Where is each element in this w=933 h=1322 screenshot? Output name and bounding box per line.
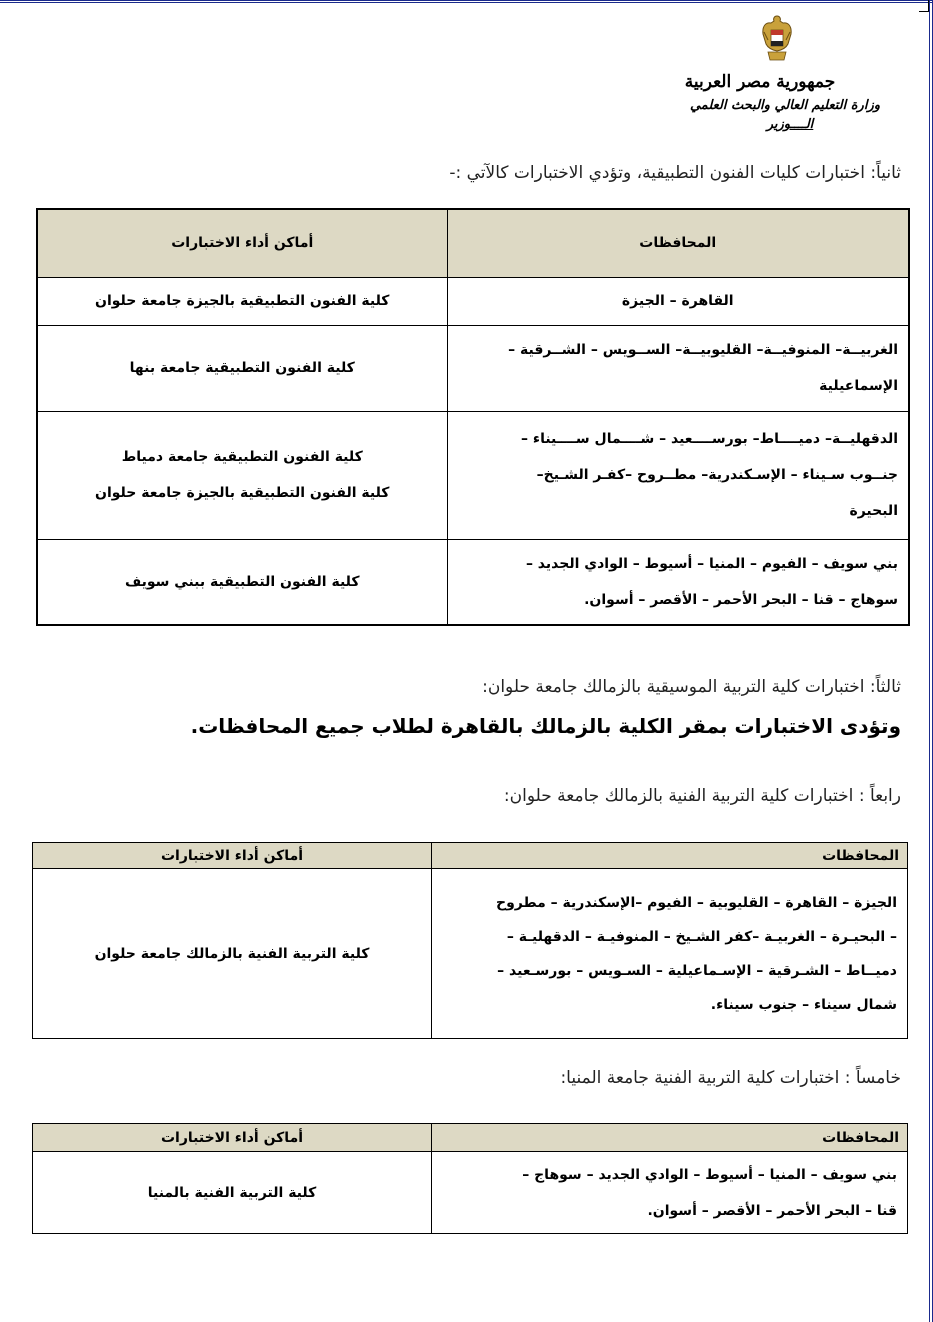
place-cell — [37, 277, 447, 325]
ministry-name: وزارة التعليم العالي والبحث العلمي — [689, 98, 881, 113]
place-line: كلية الفنون التطبيقية ببني سويف — [124, 573, 360, 590]
table-row — [33, 869, 908, 1039]
section2-heading: ثانياً: اختبارات كليات الفنون التطبيقية، وتؤدي الاختبارات كالآتي :- — [449, 163, 901, 183]
table-row — [37, 539, 909, 625]
place-cell: كلية التربية الفنية بالزمالك جامعة حلوان — [33, 869, 432, 1039]
corner-mark — [919, 0, 929, 12]
gov-line: بني سويف – المنيا – أسيوط – الوادي الجديد – سوهاج – — [522, 1166, 897, 1183]
place-line: كلية الفنون التطبيقية جامعة دمياط — [121, 449, 363, 465]
gov-line: – البحيـرة – الغربيـة –كفر الشـيخ – المنوفيـة – الدقهليـة – — [506, 928, 897, 945]
gov-line: جنــوب سـيناء – الإسـكندرية– مطــروح –كفـر الشـيخ– — [536, 467, 898, 483]
governorates-cell — [447, 325, 909, 411]
gov-line: الجيزة – القاهرة – القليوبية – الفيوم –الإسكندرية – مطروح — [495, 894, 897, 911]
section4-heading: رابعاً : اختبارات كلية التربية الفنية بالزمالك جامعة حلوان: — [503, 786, 901, 806]
governorates-cell — [447, 539, 909, 625]
page-border-top — [0, 0, 933, 5]
place-cell — [37, 411, 447, 539]
gov-line: الدقهليــة– دميــــاط– بورســــعيد – شــــمال ســــيناء – — [521, 431, 898, 447]
section5-heading: خامساً : اختبارات كلية التربية الفنية جامعة المنيا: — [560, 1068, 901, 1088]
applied-arts-table — [36, 208, 910, 626]
gov-line: بني سويف – الفيوم – المنيا – أسيوط – الوادي الجديد – — [525, 555, 898, 572]
gov-line: سوهاج – قنا – البحر الأحمر – الأقصر – أسوان. — [584, 591, 898, 608]
table-row — [37, 411, 909, 539]
gov-line: شمال سيناء – جنوب سيناء. — [710, 996, 897, 1013]
gov-line: البحيرة — [849, 503, 898, 519]
governorates-cell — [432, 1152, 908, 1234]
governorates-cell — [432, 869, 908, 1039]
page-border-right — [925, 0, 933, 1322]
col-governorates: المحافظات — [432, 1124, 908, 1152]
place-cell — [37, 325, 447, 411]
table-header-row — [33, 843, 908, 869]
place-cell: كلية التربية الفنية بالمنيا — [33, 1152, 432, 1234]
place-line: كلية الفنون التطبيقية جامعة بنها — [129, 360, 355, 376]
gov-line: قنا – البحر الأحمر – الأقصر – أسوان. — [647, 1202, 897, 1219]
art-education-zamalek-table — [32, 842, 908, 1039]
gov-line: الغربيــة– المنوفيــة– القليوبيــة– الســويس – الشــرقية – — [508, 342, 898, 358]
table-header-row — [33, 1124, 908, 1152]
gov-line: دميــاط – الشـرقية – الإسـماعيلية – السـويس – بورسـعيد – — [497, 962, 897, 979]
minister-title: الــــوزير — [766, 117, 814, 132]
republic-title: جمهورية مصر العربية — [684, 72, 836, 92]
eagle-emblem-icon — [760, 14, 794, 66]
table-row — [33, 1152, 908, 1234]
table-row — [37, 277, 909, 325]
gov-line: القاهرة – الجيزة — [621, 293, 734, 309]
gov-line: الإسماعيلية — [819, 378, 898, 394]
place-line: كلية الفنون التطبيقية بالجيزة جامعة حلوان — [95, 293, 390, 309]
col-places: أماكن أداء الاختبارات — [33, 843, 432, 869]
place-cell — [37, 539, 447, 625]
place-line: كلية الفنون التطبيقية بالجيزة جامعة حلوان — [95, 485, 390, 501]
col-governorates: المحافظات — [432, 843, 908, 869]
governorates-cell — [447, 277, 909, 325]
section3-statement: وتؤدى الاختبارات بمقر الكلية بالزمالك بالقاهرة لطلاب جميع المحافظات. — [190, 714, 901, 738]
col-places: أماكن أداء الاختبارات — [37, 209, 447, 277]
col-places: أماكن أداء الاختبارات — [33, 1124, 432, 1152]
table-row — [37, 325, 909, 411]
governorates-cell — [447, 411, 909, 539]
section3-heading: ثالثاً: اختبارات كلية التربية الموسيقية بالزمالك جامعة حلوان: — [482, 677, 901, 697]
table-header-row — [37, 209, 909, 277]
col-governorates: المحافظات — [447, 209, 909, 277]
art-education-minya-table — [32, 1123, 908, 1234]
